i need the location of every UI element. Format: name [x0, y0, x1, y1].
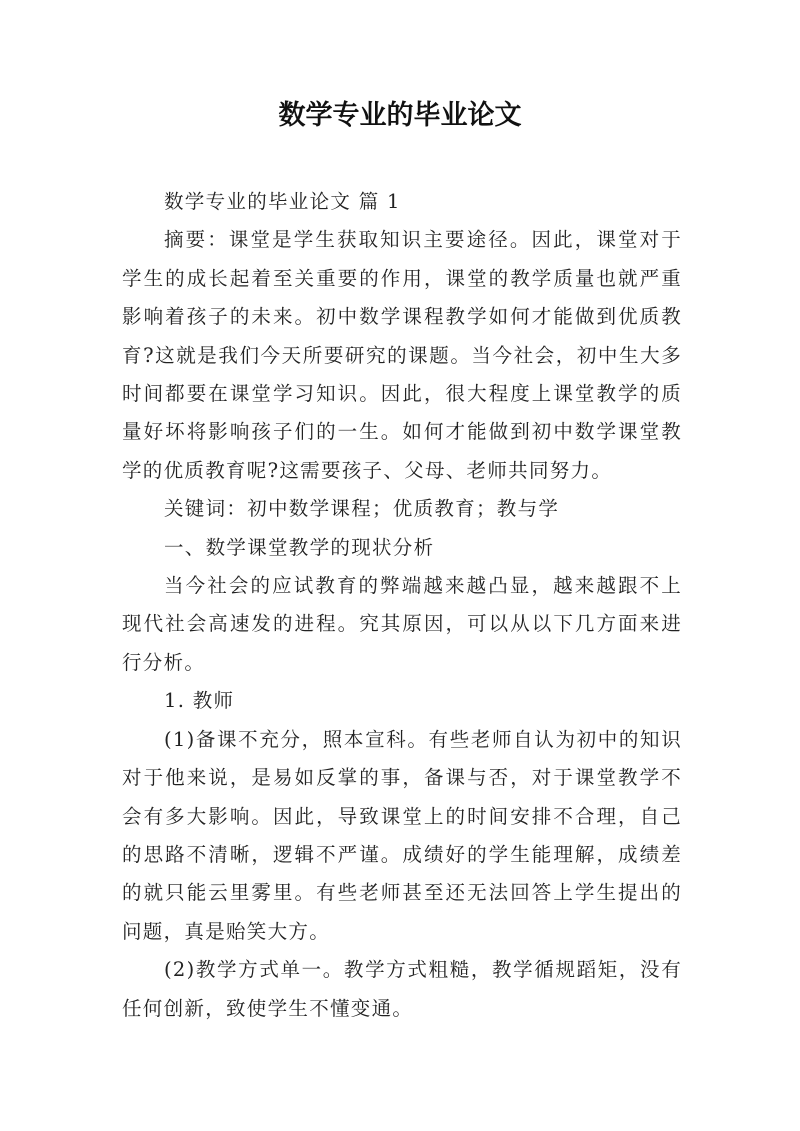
document-title: 数学专业的毕业论文: [278, 100, 522, 131]
abstract-paragraph: 摘要：课堂是学生获取知识主要途径。因此，课堂对于学生的成长起着至关重要的作用，课堂的教学质量也就严重影响着孩子的未来。初中数学课程教学如何才能做到优质教育?这就是我们今天所要研究的课题。当今社会，初中生大多时间都要在课堂学习知识。因此，很大程度上课堂教学的质量好坏将影响孩子们的一生。如何才能做到初中数学课堂教学的优质教育呢?这需要孩子、父母、老师共同努力。: [122, 228, 682, 482]
body-paragraph: (1)备课不充分，照本宣科。有些老师自认为初中的知识对于他来说，是易如反掌的事，备课与否，对于课堂教学不会有多大影响。因此，导致课堂上的时间安排不合理，自己的思路不清晰，逻辑不严谨。成绩好的学生能理解，成绩差的就只能云里雾里。有些老师甚至还无法回答上学生提出的问题，真是贻笑大方。: [122, 727, 682, 943]
body-paragraph: 当今社会的应试教育的弊端越来越凸显，越来越跟不上现代社会高速发的进程。究其原因，可以从以下几方面来进行分析。: [122, 574, 682, 674]
section-heading: 数学专业的毕业论文 篇 1: [164, 190, 401, 213]
chapter-heading: 一、数学课堂教学的现状分析: [164, 535, 435, 559]
subsection-heading: 1. 教师: [164, 689, 235, 713]
keywords-paragraph: 关键词：初中数学课程；优质教育；教与学: [164, 497, 560, 521]
document-body: [122, 183, 682, 1028]
body-paragraph: (2)教学方式单一。教学方式粗糙，教学循规蹈矩，没有任何创新，致使学生不懂变通。: [122, 958, 682, 1020]
